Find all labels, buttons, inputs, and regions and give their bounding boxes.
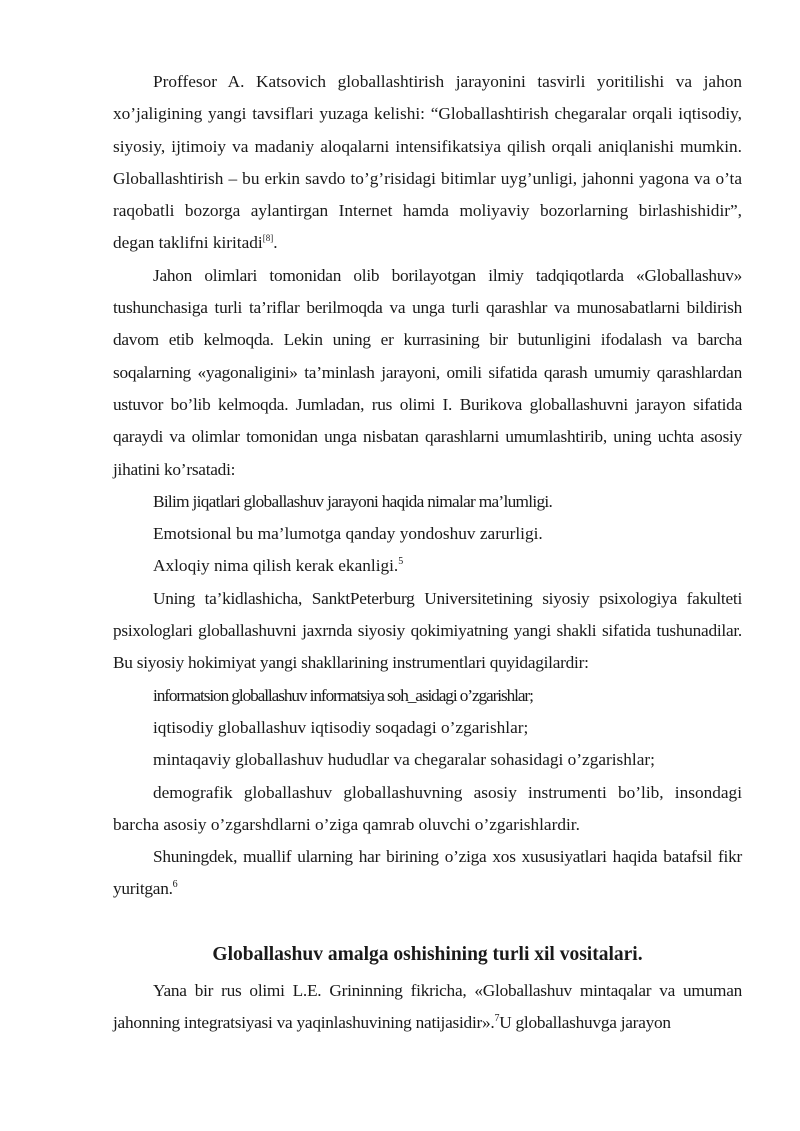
- footnote-marker: 5: [398, 556, 404, 568]
- paragraph-globallashuv-definitions: Jahon olimlari tomonidan olib borilayotgan ilmiy tadqiqotlarda «Globallashuv» tushunchasiga turli ta’riflar berilmoqda va unga turli qarashlar va munosabatlarni bildirish davom etib kelmoqda. Lekin uning er kurrasining bir butunligini ifodalash va barcha soqalarning «yagonaligini» ta’minlash jarayoni, omili sifatida qarash umumiy qarashlardan ustuvor bo’lib kelmoqda. Jumladan, rus olimi I. Burikova globallashuvni jarayon sifatida qaraydi va olimlar tomonidan unga nisbatan qarashlarni umumlashtirib, uning uchta asosiy jihatini ko’rsatadi:: [113, 265, 742, 479]
- footnote-marker: 7: [494, 1013, 500, 1025]
- paragraph-katsovich: [113, 66, 742, 260]
- list-item: mintaqaviy globallashuv hududlar va chegaralar sohasidagi o’zgarishlar;: [153, 750, 655, 770]
- paragraph-tail: .: [273, 233, 278, 253]
- list-item: informatsion globallashuv informatsiya soh_asidagi o’zgarishlar;: [153, 685, 533, 705]
- list-item: Emotsional bu ma’lumotga qanday yondoshuv zarurligi.: [153, 524, 543, 544]
- section-heading: Globallashuv amalga oshishining turli xil vositalari.: [212, 943, 643, 965]
- paragraph-shuningdek: Shuningdek, muallif ularning har birining o’ziga xos xususiyatlari haqida batafsil fikr yuritgan.$^6$: [113, 847, 742, 899]
- list-item: iqtisodiy globallashuv iqtisodiy soqadagi o’zgarishlar;: [153, 717, 529, 737]
- paragraph-text: Proffesor A. Katsovich globallashtirish jarayonini tasvirli yoritilishi va jahon xo’jaligining yangi tavsiflari yuzaga kelishi: “Globallashtirish chegaralar orqali iqtisodiy, siyosiy, ijtimoiy va madaniy aloqalarni intensifikatsiya qilish orqali aniqlanishi mumkin. Globallashtirish – bu erkin savdo to’g’risidagi bitimlar uyg’unligi, jahonni yagona va o’ta raqobatli bozorga aylantirgan Internet hamda moliyaviy bozorlarning birlashishidir”, degan taklifni kiritadi: [113, 72, 742, 253]
- reference-link[interactable]: [8]: [262, 233, 274, 244]
- list-item: Axloqiy nima qilish kerak ekanligi.$^5$: [153, 556, 404, 576]
- paragraph-grinin: Yana bir rus olimi L.E. Grininning fikricha, «Globallashuv mintaqalar va umuman jahonning integratsiyasi va yaqinlashuvining natijasidir».$^7$U globallashuvga jarayon: [113, 980, 742, 1033]
- footnote-marker: 6: [172, 879, 178, 891]
- list-item: Bilim jiqatlari globallashuv jarayoni haqida nimalar ma’lumligi.: [153, 491, 553, 511]
- paragraph-sanktpeterburg: Uning ta’kidlashicha, SanktPeterburg Universitetining siyosiy psixologiya fakulteti psixologlari globallashuvni jaxrnda siyosiy qokimiyatning yangi shakli sifatida tushunadilar. Bu siyosiy hokimiyat yangi shakllarining instrumentlari quyidagilardir:: [113, 588, 742, 673]
- paragraph-demografik: demografik globallashuv globallashuvning asosiy instrumenti bo’lib, insondagi barcha asosiy o’zgarshdlarni o’ziga qamrab oluvchi o’zgarishlardir.: [113, 782, 742, 834]
